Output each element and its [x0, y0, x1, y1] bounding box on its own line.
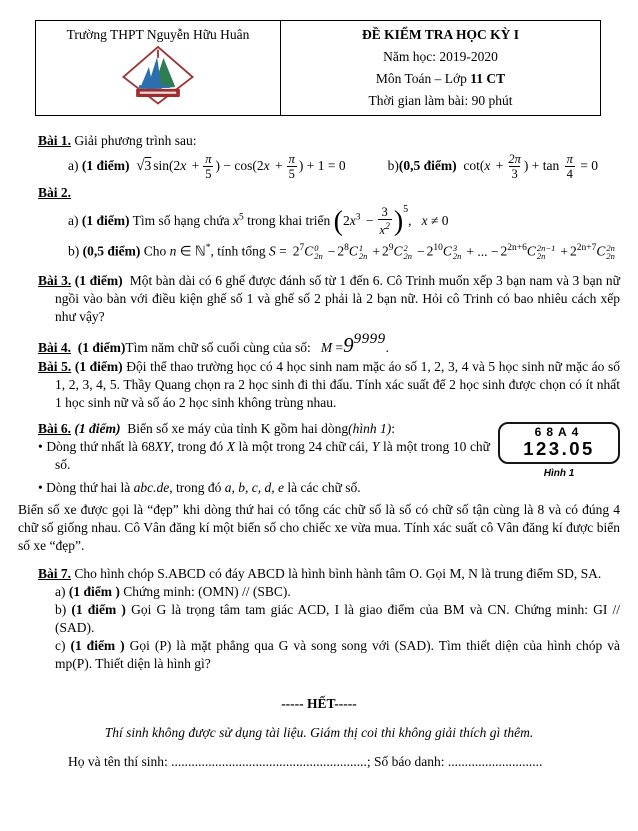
big-paren-close: ) [393, 205, 404, 237]
figure-caption: Hình 1 [543, 468, 575, 479]
problem-6-paragraph: Biển số xe được gọi là “đẹp” khi dòng thứ hai có tổng các chữ số là số có chữ số tận cùng là 8 và có đúng 4 chữ số giống nhau. Cô Vân đăng kí một biển số cho chiếc xe vừa mua. Tính xác suất cô Vân đăng kí được biển số xe “đẹp”. [18, 502, 620, 553]
problem-1-equations [68, 150, 620, 184]
candidate-name-line [68, 753, 620, 771]
problem-1-heading: Bài 1. Giải phương trình sau: [38, 133, 197, 148]
problem-7b: b) (1 điểm ) Gọi G là trọng tâm tam giác ACD, I là giao điểm của BM và CN. Chứng minh: GI // (SAD). [55, 602, 621, 635]
sbd-label: ; Số báo danh: [366, 754, 445, 769]
header-table [35, 20, 601, 116]
figure-1 [498, 422, 620, 483]
exam-title: ĐỀ KIỂM TRA HỌC KỲ I [362, 27, 519, 42]
bullet-icon: • [38, 439, 43, 454]
problem-7-heading: Bài 7. Cho hình chóp S.ABCD có đáy ABCD là hình bình hành tâm O. Gọi M, N là trung điểm SD, SA. [38, 566, 602, 581]
problem-2b: b) (0,5 điểm) Cho n ∈ ℕ*, tính tổng $S = 2^7C$ 0 2n − $2^8C$ 1 2n + $2^9C$ 2 2n − $2^{10}C$ 3 2n + ... − $2^{2n+6}C$ 2n−1 2n + $2^{2n+7}C$ 2n 2n [68, 242, 615, 262]
exam-note: Thí sinh không được sử dụng tài liệu. Giám thị coi thi không giải thích gì thêm. [104, 725, 534, 740]
license-plate [498, 422, 620, 464]
big-paren-open: ( [333, 205, 343, 237]
sqrt-icon: √ [136, 158, 145, 175]
problem-2a: a) (1 điểm) Tìm số hạng chứa $x^5$ trong khai triển ($2x^3$ − $\frac{3}{x^2}$ )$^5$, x ≠ 0 [68, 203, 449, 238]
problem-6-heading: Bài 6. (1 điểm) Biển số xe máy của tỉnh K gồm hai dòng(hình 1): [38, 421, 395, 436]
problem-2-heading: Bài 2. [38, 185, 72, 200]
subject-line: Môn Toán – Lớp 11 CT [375, 71, 506, 86]
name-label: Họ và tên thí sinh: [68, 754, 168, 769]
problem-3: Bài 3. (1 điểm) Một bàn dài có 6 ghế được đánh số từ 1 đến 6. Cô Trinh muốn xếp 3 bạn nam và 3 bạn nữ ngồi vào bàn với điều kiện ghế số 1 và ghế số 2 phải là 2 bạn nữ. Hỏi cô Trinh có bao nhiêu cách xếp như vậy? [38, 273, 620, 324]
fraction: $\frac{\pi}{5}$ [288, 152, 295, 181]
header-school-cell [36, 21, 280, 115]
school-logo-icon [117, 45, 199, 109]
header-exam-cell [280, 21, 600, 115]
plate-line2: 123.05 [523, 438, 595, 459]
problem-6-bullet-1: • Dòng thứ nhất là 68XY, trong đó X là một trong 24 chữ cái, Y là một trong 10 chữ số. [38, 439, 491, 472]
problem-4: Bài 4. (1 điểm)Tìm năm chữ số cuối cùng của số: M =99999. [38, 330, 390, 357]
fraction: $\frac{\pi}{5}$ [205, 152, 212, 181]
school-year-line: Năm học: 2019-2020 [383, 49, 498, 64]
school-name: Trường THPT Nguyễn Hữu Huân [66, 27, 250, 42]
fraction: $\frac{\pi}{4}$ [566, 152, 573, 181]
problem-6-bullet-2: • Dòng thứ hai là abc.de, trong đó a, b, c, d, e là các chữ số. [38, 480, 361, 495]
equation-1a: a) (1 điểm) √3 sin(2x + $\frac{\pi}{5}$ ) − cos(2x + $\frac{\pi}{5}$ ) + 1 = 0 [68, 152, 346, 181]
fraction: $\frac{2\pi}{3}$ [508, 152, 521, 181]
problem-5: Bài 5. (1 điểm) Đội thể thao trường học có 4 học sinh nam mặc áo số 1, 2, 3, 4 và 5 học sinh nữ mặc áo số 1, 2, 3, 4, 5. Thầy Quang chọn ra 2 học sinh đi thi đấu. Tính xác suất để 2 học sinh được chọn có ít nhất 1 học sinh nữ và số áo 2 học sinh không trùng nhau. [38, 359, 620, 410]
sbd-dots: ............................ [447, 754, 543, 769]
equation-1b: b)(0,5 điểm) cot(x + $\frac{2\pi}{3}$ ) + tan $\frac{\pi}{4}$ = 0 [387, 152, 598, 181]
name-dots: .......................................................... [171, 754, 367, 769]
problem-7a: a) (1 điểm ) Chứng minh: (OMN) // (SBC). [55, 584, 291, 599]
problem-6 [18, 420, 620, 555]
duration-line: Thời gian làm bài: 90 phút [368, 93, 513, 108]
bullet-icon: • [38, 480, 43, 495]
problem-7c: c) (1 điểm ) Gọi (P) là mặt phẳng qua G và song song với (SAD). Tìm thiết diện của hình chóp và mp(P). Thiết diện là hình gì? [55, 638, 620, 671]
end-marker: ----- HẾT----- [281, 696, 357, 711]
fraction: $\frac{3}{x^2}$ [379, 205, 390, 238]
plate-line1: 68A4 [534, 425, 584, 439]
